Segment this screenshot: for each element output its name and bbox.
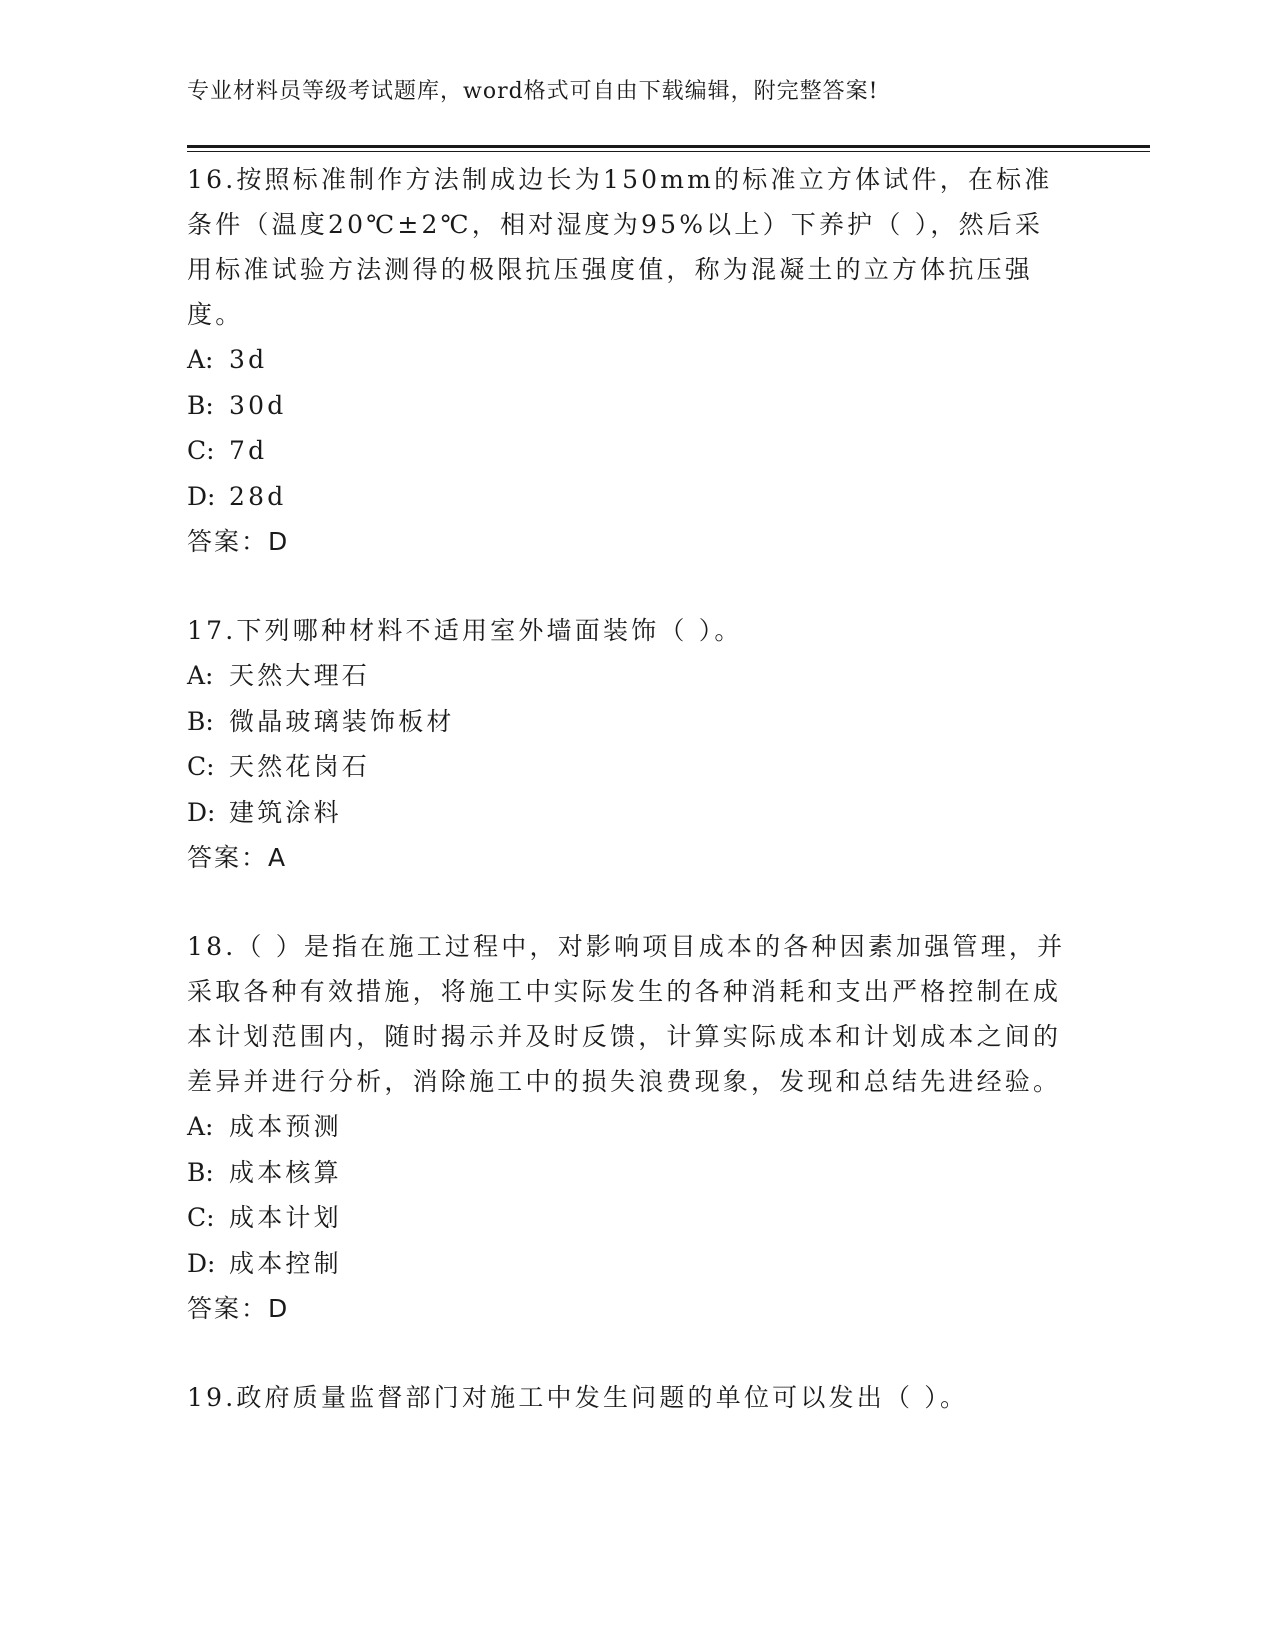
option-text: 微晶玻璃装饰板材 [229, 706, 455, 736]
option-key: C: [187, 436, 215, 465]
option-text: 建筑涂料 [229, 797, 342, 827]
option-key: A: [187, 661, 214, 690]
option-a [187, 653, 1067, 699]
question-stem: 16.按照标准制作方法制成边长为150mm的标准立方体试件，在标准条件（温度20℃±2℃，相对湿度为95%以上）下养护（ ），然后采用标准试验方法测得的极限抗压强度值，称为混凝土的立方体抗压强度。 [187, 165, 1053, 329]
option-key: C: [187, 752, 215, 781]
option-c [187, 744, 1067, 790]
option-text: 7d [229, 436, 268, 465]
option-key: C: [187, 1203, 215, 1232]
answer-line: 答案：A [187, 843, 288, 872]
option-key: A: [187, 345, 214, 374]
option-d [187, 474, 1067, 520]
question-stem: 19.政府质量监督部门对施工中发生问题的单位可以发出（ ）。 [187, 1383, 969, 1412]
option-key: D: [187, 481, 216, 511]
option-text: 成本核算 [229, 1157, 342, 1187]
question-17 [187, 608, 1067, 880]
option-text: 30d [229, 390, 287, 420]
question-18 [187, 924, 1067, 1331]
option-text: 3d [229, 345, 268, 374]
option-key: D: [187, 797, 216, 827]
option-text: 天然大理石 [229, 661, 371, 690]
option-key: B: [187, 706, 214, 736]
option-a [187, 337, 1067, 383]
answer-line: 答案：D [187, 527, 290, 556]
question-16 [187, 157, 1067, 564]
header-rule-thick [187, 145, 1150, 148]
option-text: 天然花岗石 [229, 752, 371, 781]
option-c [187, 1195, 1067, 1241]
option-c [187, 428, 1067, 474]
option-a [187, 1104, 1067, 1150]
option-text: 成本预测 [229, 1112, 342, 1141]
question-19 [187, 1375, 1067, 1420]
option-key: A: [187, 1112, 214, 1141]
option-key: B: [187, 390, 214, 420]
question-stem: 18.（ ）是指在施工过程中，对影响项目成本的各种因素加强管理，并采取各种有效措施，将施工中实际发生的各种消耗和支出严格控制在成本计划范围内，随时揭示并及时反馈，计算实际成本和计划成本之间的差异并进行分析，消除施工中的损失浪费现象，发现和总结先进经验。 [187, 932, 1066, 1096]
option-text: 成本计划 [229, 1203, 342, 1232]
question-stem: 17.下列哪种材料不适用室外墙面装饰（ ）。 [187, 616, 743, 645]
option-b [187, 699, 1067, 745]
answer-line: 答案：D [187, 1294, 290, 1323]
option-text: 成本控制 [229, 1248, 342, 1278]
option-b [187, 383, 1067, 429]
option-d [187, 790, 1067, 836]
option-key: B: [187, 1157, 214, 1187]
option-text: 28d [229, 481, 287, 511]
document-header: 专业材料员等级考试题库，word格式可自由下载编辑，附完整答案! [187, 79, 879, 104]
header-rule-thin [187, 151, 1150, 152]
option-d [187, 1241, 1067, 1287]
option-key: D: [187, 1248, 216, 1278]
option-b [187, 1150, 1067, 1196]
question-list [187, 157, 1067, 1420]
